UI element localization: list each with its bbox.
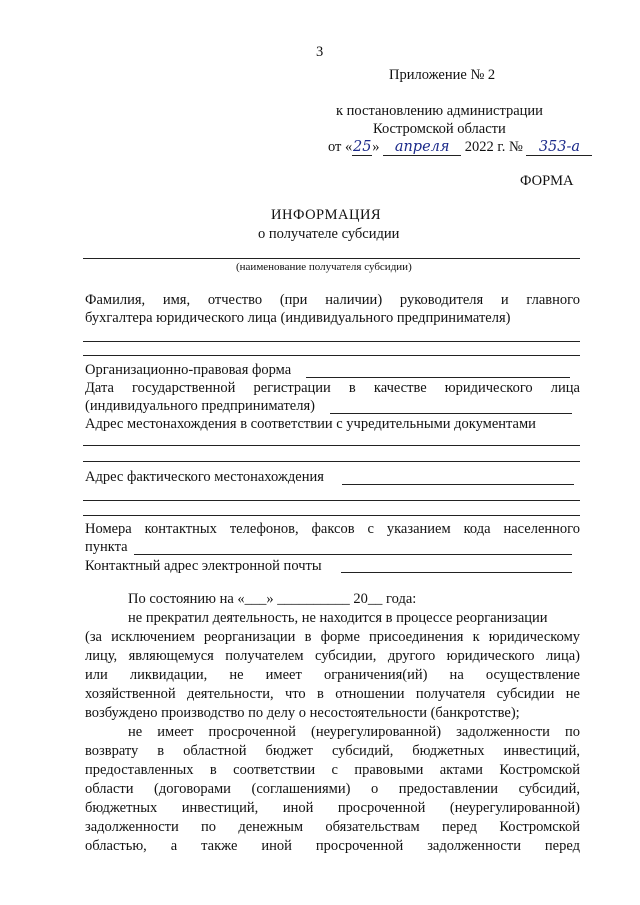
recipient-caption: (наименование получателя субсидии) <box>236 261 412 273</box>
status-item2-line6: задолженности по денежным обязательствам перед Костромской <box>85 819 580 835</box>
phones-line <box>134 554 572 555</box>
decree-number-handwritten: 353-а <box>526 139 592 156</box>
date-year: 2022 г. № <box>464 139 523 155</box>
date-month-handwritten: апреля <box>383 139 461 156</box>
status-item1-line5: хозяйственной деятельности, что в отношении получателя субсидии не <box>85 686 580 702</box>
address-actual-line-a <box>342 484 574 485</box>
registration-label-line1: Дата государственной регистрации в качестве юридического лица <box>85 380 580 396</box>
legal-form-label: Организационно-правовая форма <box>85 362 292 378</box>
date-prefix: от « <box>328 139 353 155</box>
recipient-name-line <box>83 258 580 259</box>
page-number: 3 <box>316 44 324 60</box>
status-item2-line7: областью, а также иной просроченной задолженности перед <box>85 838 580 854</box>
address-legal-label: Адрес местонахождения в соответствии с учредительными документами <box>85 416 536 432</box>
address-actual-line-c <box>83 515 580 516</box>
appendix-line1: к постановлению администрации <box>336 103 543 119</box>
manager-label-line2: бухгалтера юридического лица (индивидуального предпринимателя) <box>85 310 511 326</box>
manager-line-a <box>83 341 580 342</box>
appendix-date-line <box>328 139 592 156</box>
status-item1-line2: (за исключением реорганизации в форме присоединения к юридическому <box>85 629 580 645</box>
status-item1-line4: или ликвидации, не имеет ограничения(ий) на осуществление <box>85 667 580 683</box>
status-item1-line3: лицу, являющемуся получателем субсидии, другого юридического лица) <box>85 648 580 664</box>
email-line <box>341 572 572 573</box>
status-item2-line1: не имеет просроченной (неурегулированной) задолженности по <box>128 724 580 740</box>
address-legal-line-b <box>83 461 580 462</box>
email-label: Контактный адрес электронной почты <box>85 558 322 574</box>
status-item2-line5: бюджетных инвестиций, иной просроченной (неурегулированной) <box>85 800 580 816</box>
status-item2-line2: возврату в областной бюджет субсидий, бюджетных инвестиций, <box>85 743 580 759</box>
phones-label-line2: пункта <box>85 539 128 555</box>
status-item1-line1: не прекратил деятельность, не находится в процессе реорганизации <box>128 610 548 626</box>
address-legal-line-a <box>83 445 580 446</box>
status-item1-line6: возбуждено производство по делу о несостоятельности (банкротстве); <box>85 705 520 721</box>
status-item2-line3: предоставленных в соответствии с правовыми актами Костромской <box>85 762 580 778</box>
status-item2-line4: области (договорами (соглашениями) о предоставлении субсидий, <box>85 781 580 797</box>
form-label: ФОРМА <box>520 173 574 189</box>
date-sep: » <box>372 139 380 155</box>
appendix-title: Приложение № 2 <box>389 67 496 83</box>
legal-form-line <box>306 377 570 378</box>
phones-label-line1: Номера контактных телефонов, факсов с указанием кода населенного <box>85 521 580 537</box>
heading-subtitle: о получателе субсидии <box>258 226 400 242</box>
appendix-line2: Костромской области <box>373 121 506 137</box>
manager-label-line1: Фамилия, имя, отчество (при наличии) руководителя и главного <box>85 292 580 308</box>
address-actual-label: Адрес фактического местонахождения <box>85 469 324 485</box>
status-as-of: По состоянию на «___» __________ 20__ года: <box>128 591 417 607</box>
heading-title: ИНФОРМАЦИЯ <box>271 207 382 223</box>
address-actual-line-b <box>83 500 580 501</box>
date-day-handwritten: 25 <box>353 139 372 155</box>
registration-label-line2: (индивидуального предпринимателя) <box>85 398 315 414</box>
registration-line <box>330 413 572 414</box>
manager-line-b <box>83 355 580 356</box>
